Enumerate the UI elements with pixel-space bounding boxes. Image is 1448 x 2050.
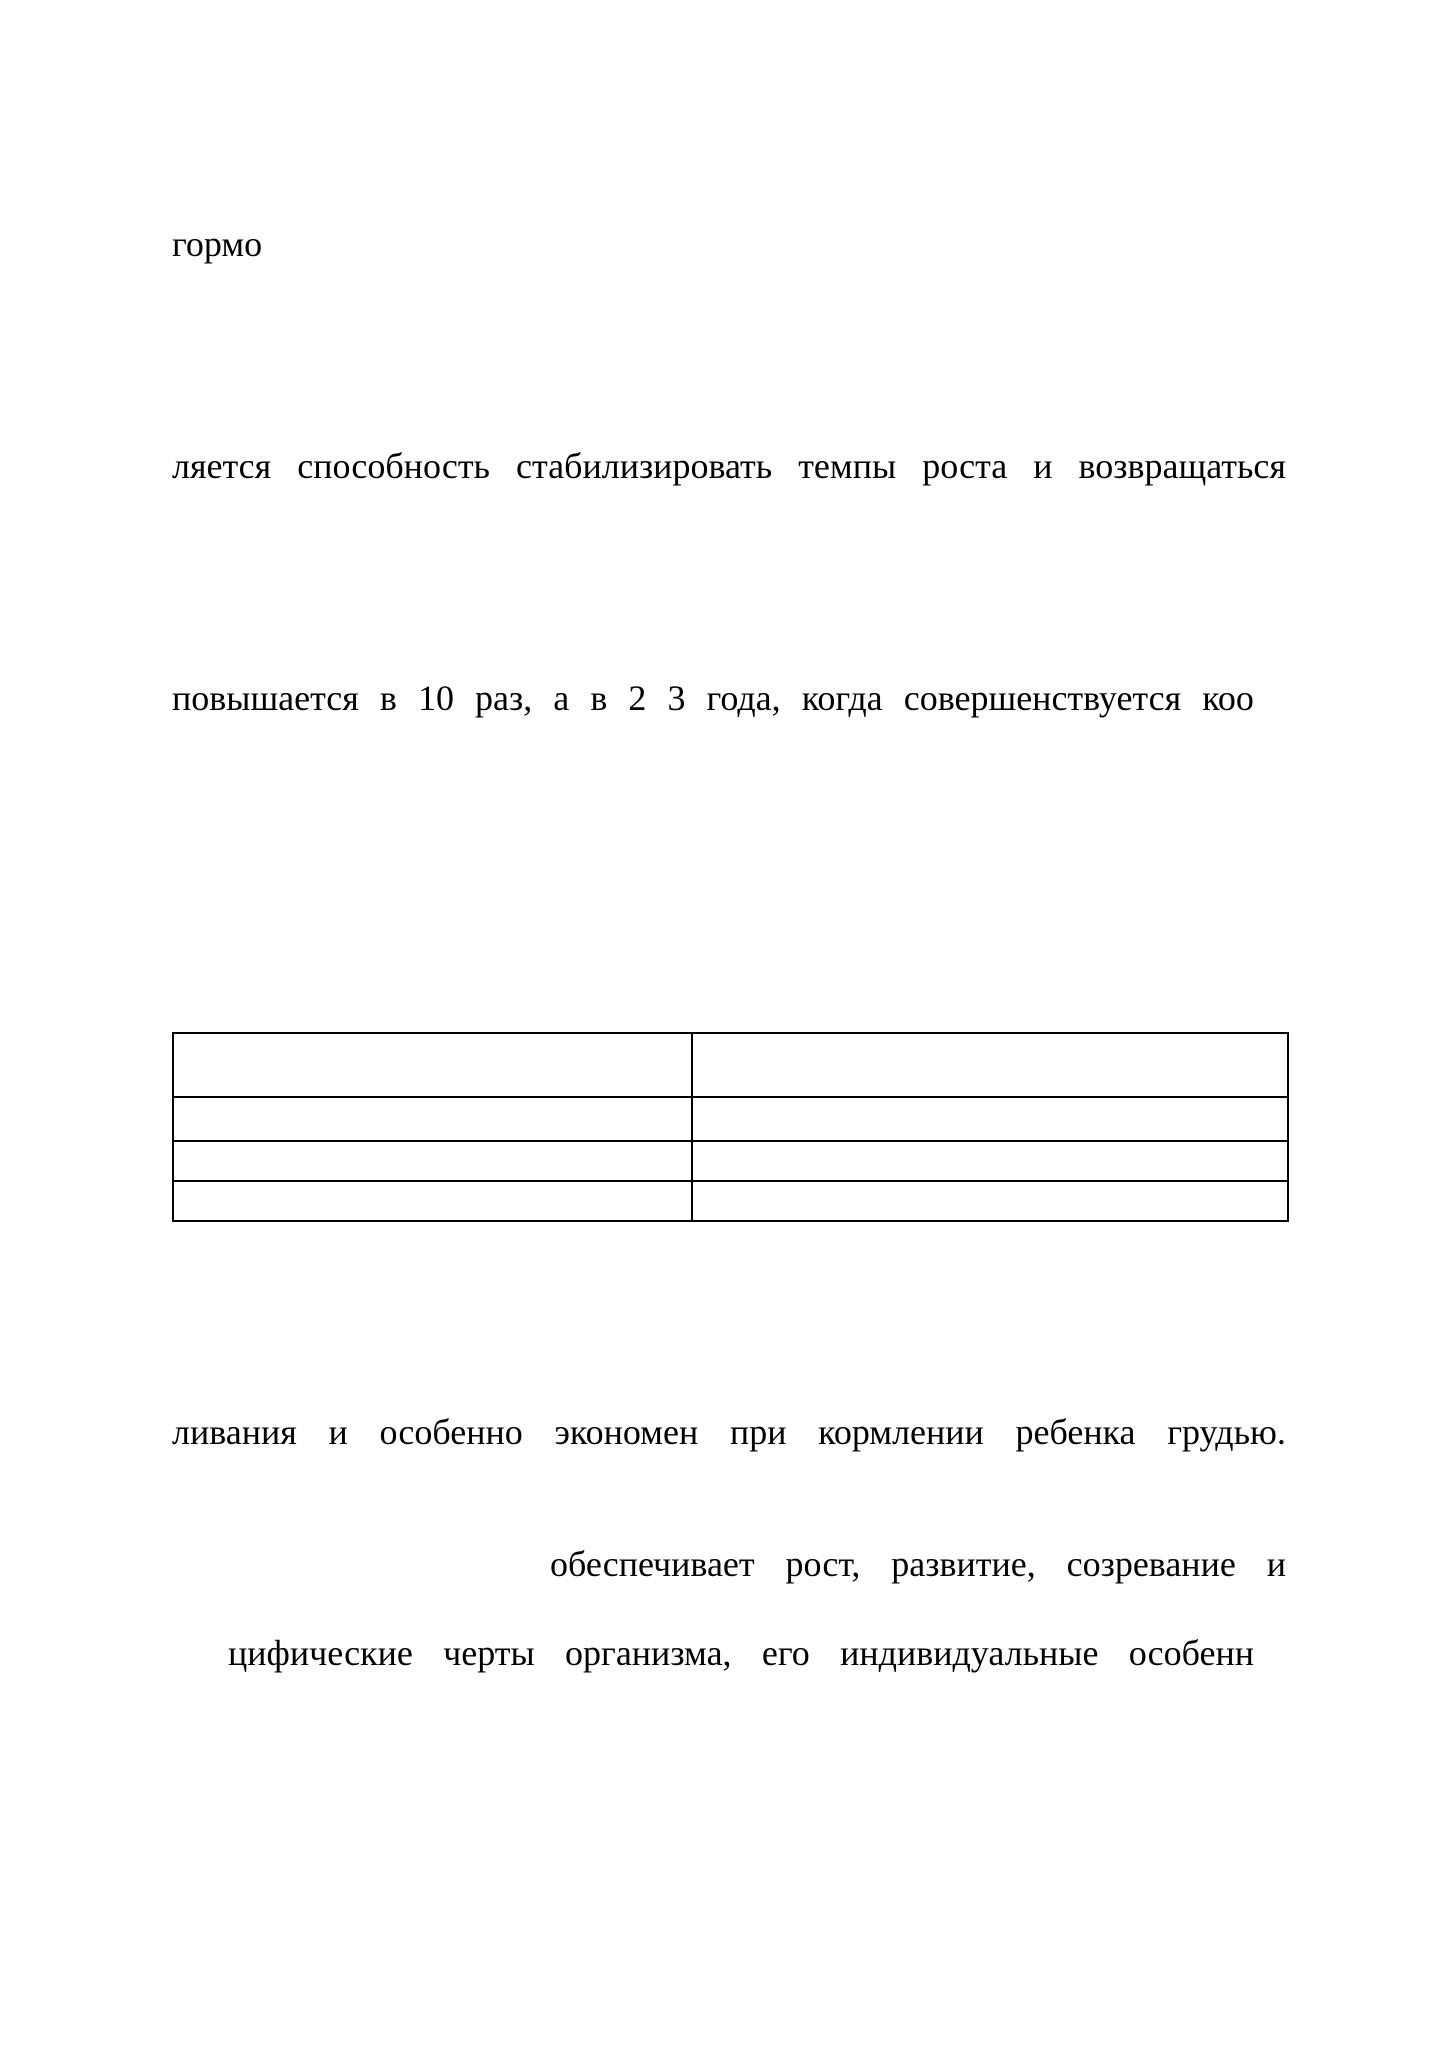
text-line-2 [172,444,1286,488]
table-cell [173,1141,692,1181]
table-cell [692,1033,1288,1097]
text-line-3 [172,676,1254,720]
word: черты [443,1633,535,1673]
word: обеспечивает [550,1544,755,1584]
word: 2 [628,678,647,718]
word: а [553,678,570,718]
table-row [173,1097,1288,1141]
word: стабилизировать [516,446,773,486]
word: при [729,1412,787,1452]
word: когда [801,678,883,718]
word: экономен [554,1412,699,1452]
word: возвращаться [1078,446,1286,486]
word: рост, [785,1544,861,1584]
word: ляется [172,446,272,486]
table-cell [173,1181,692,1221]
table-cell [692,1141,1288,1181]
word: 3 [667,678,686,718]
word: цифические [228,1633,413,1673]
word: коо [1202,678,1254,718]
word: совершенствуется [903,678,1182,718]
word: в [590,678,608,718]
table-row [173,1033,1288,1097]
word: раз, [475,678,533,718]
table-cell [692,1097,1288,1141]
text-line-5 [550,1542,1286,1586]
word: особенно [379,1412,523,1452]
word: года, [706,678,781,718]
text-line-1 [172,222,262,266]
word: и [328,1412,348,1452]
word: созревание [1066,1544,1236,1584]
table-cell [173,1033,692,1097]
word: повышается [172,678,359,718]
word: способность [297,446,490,486]
word: индивидуальные [840,1633,1099,1673]
text-line-4 [172,1410,1286,1454]
word: темпы [798,446,897,486]
word: и [1266,1544,1286,1584]
table-row [173,1181,1288,1221]
empty-table [172,1032,1289,1222]
word: развитие, [891,1544,1036,1584]
word: в [379,678,397,718]
text-line-6 [228,1631,1254,1675]
table-cell [173,1097,692,1141]
word: ливания [172,1412,297,1452]
word: грудью. [1167,1412,1286,1452]
word: гормо [172,224,263,264]
word: особенн [1128,1633,1254,1673]
table-row [173,1141,1288,1181]
word: его [761,1633,810,1673]
word: роста [922,446,1008,486]
word: кормлении [818,1412,984,1452]
table-cell [692,1181,1288,1221]
word: 10 [417,678,454,718]
word: и [1033,446,1053,486]
word: организма, [565,1633,732,1673]
word: ребенка [1015,1412,1136,1452]
